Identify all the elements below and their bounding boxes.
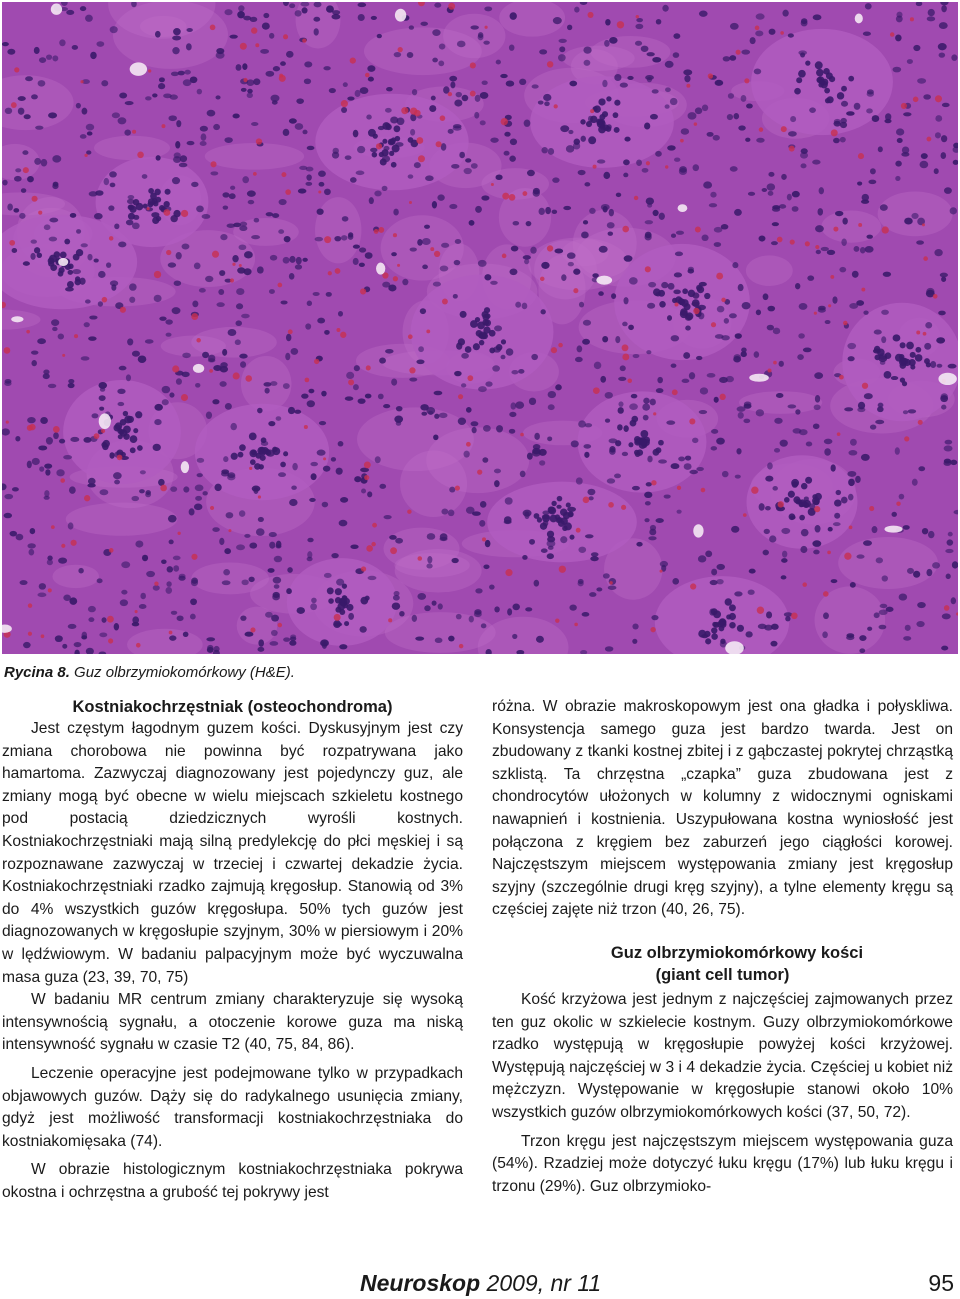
page-footer bbox=[360, 1270, 960, 1298]
left-paragraph-2: W badaniu MR centrum zmiany charakteryzuje się wysoką intensywnością sygnału, a otoczenie korowe guza ma niską intensywność sygnału w czasie T2 (40, 75, 84, 86). bbox=[2, 991, 463, 1054]
left-paragraph-4: W obrazie histologicznym kostniakochrzęstniaka pokrywa okostna i ochrzęstna a grubość tej pokrywy jest bbox=[2, 1161, 463, 1201]
left-paragraph-3: Leczenie operacyjne jest podejmowane tylko w przypadkach objawowych guzów. Dąży się do radykalnego usunięcia zmiany, gdyż jest możliwość transformacji kostniakochrzęstniaka do kostniakomięsaka (74). bbox=[2, 1064, 463, 1150]
journal-citation bbox=[360, 1270, 601, 1297]
figure-caption-text: Guz olbrzymiokomórkowy (H&E). bbox=[74, 664, 295, 681]
histology-image bbox=[2, 2, 958, 654]
section-heading-osteochondroma: Kostniakochrzęstniak (osteochondroma) bbox=[72, 698, 393, 716]
section-heading-giant-cell-tumor bbox=[492, 942, 953, 986]
heading-line-2: (giant cell tumor) bbox=[655, 965, 790, 984]
journal-issue: 2009, nr 11 bbox=[486, 1270, 602, 1296]
right-paragraph-3: Trzon kręgu jest najczęstszym miejscem występowania guza (54%). Rzadziej może dotyczyć łuku kręgu (17%) lub łuku kręgu i trzonu (29%). Guz olbrzymioko- bbox=[492, 1132, 953, 1195]
figure-label: Rycina 8. bbox=[4, 664, 70, 681]
heading-line-1: Guz olbrzymiokomórkowy kości bbox=[610, 943, 864, 962]
right-column bbox=[492, 696, 953, 1198]
figure-caption bbox=[4, 664, 295, 681]
page-number: 95 bbox=[928, 1270, 954, 1296]
right-paragraph-1: różna. W obrazie makroskopowym jest ona gładka i połyskliwa. Konsystencja samego guza jest bardzo twarda. Jest on zbudowany z tkanki kostnej zbitej i z gąbczastej pokrytej chrząstką szklistą. Ta chrzęstna „czapka” guza zbudowana jest z chondrocytów ułożonych w kolumny z widocznymi ogniskami nawapnień i kostnienia. Uszypułowana kostna wyniosłość jest połączona z kręgiem bez zaburzeń jego ciągłości korowej. Najczęstszym miejscem występowania zmiany jest kręgosłup szyjny (szczególnie drugi kręg szyjny), a tylne elementy kręgu są częściej zajęte niż trzon (40, 26, 75). bbox=[492, 698, 953, 919]
left-column bbox=[2, 696, 463, 1204]
journal-name: Neuroskop bbox=[360, 1270, 481, 1296]
left-paragraph-1: Jest częstym łagodnym guzem kości. Dyskusyjnym jest czy zmiana chorobowa nie powinna być rozpatrywana jako hamartoma. Zazwyczaj diagnozowany jest pojedynczy guz, ale zmiany mogą być obecne w wielu miejscach szkieletu kostnego pod postacią dziedzicznych wyrośli kostnych. Kostniakochrzęstniaki mają silną predylekcję do płci męskiej i są rozpoznawane zazwyczaj w trzeciej i czwartej dekadzie życia. Kostniakochrzęstniaki rzadko zajmują kręgosłup. Stanowią od 3% do 4% wszystkich guzów kręgosłupa. 50% tych guzów jest diagnozowanych w kręgosłupie szyjnym, 30% w piersiowym i 20% w lędźwiowym. W badaniu palpacyjnym może być wyczuwalna masa guza (23, 39, 70, 75) bbox=[2, 720, 463, 986]
histology-figure bbox=[2, 2, 958, 654]
right-paragraph-2: Kość krzyżowa jest jednym z najczęściej zajmowanych przez ten guz okolic w szkielecie kostnym. Guzy olbrzymiokomórkowe rzadko występują w kręgosłupie powyżej kości krzyżowej. Występują najczęściej w 3 i 4 dekadzie życia. Częściej u kobiet niż mężczyzn. Występowanie w kręgosłupie stanowi około 10% wszystkich guzów olbrzymiokomórkowych kości (37, 50, 72). bbox=[492, 990, 953, 1121]
